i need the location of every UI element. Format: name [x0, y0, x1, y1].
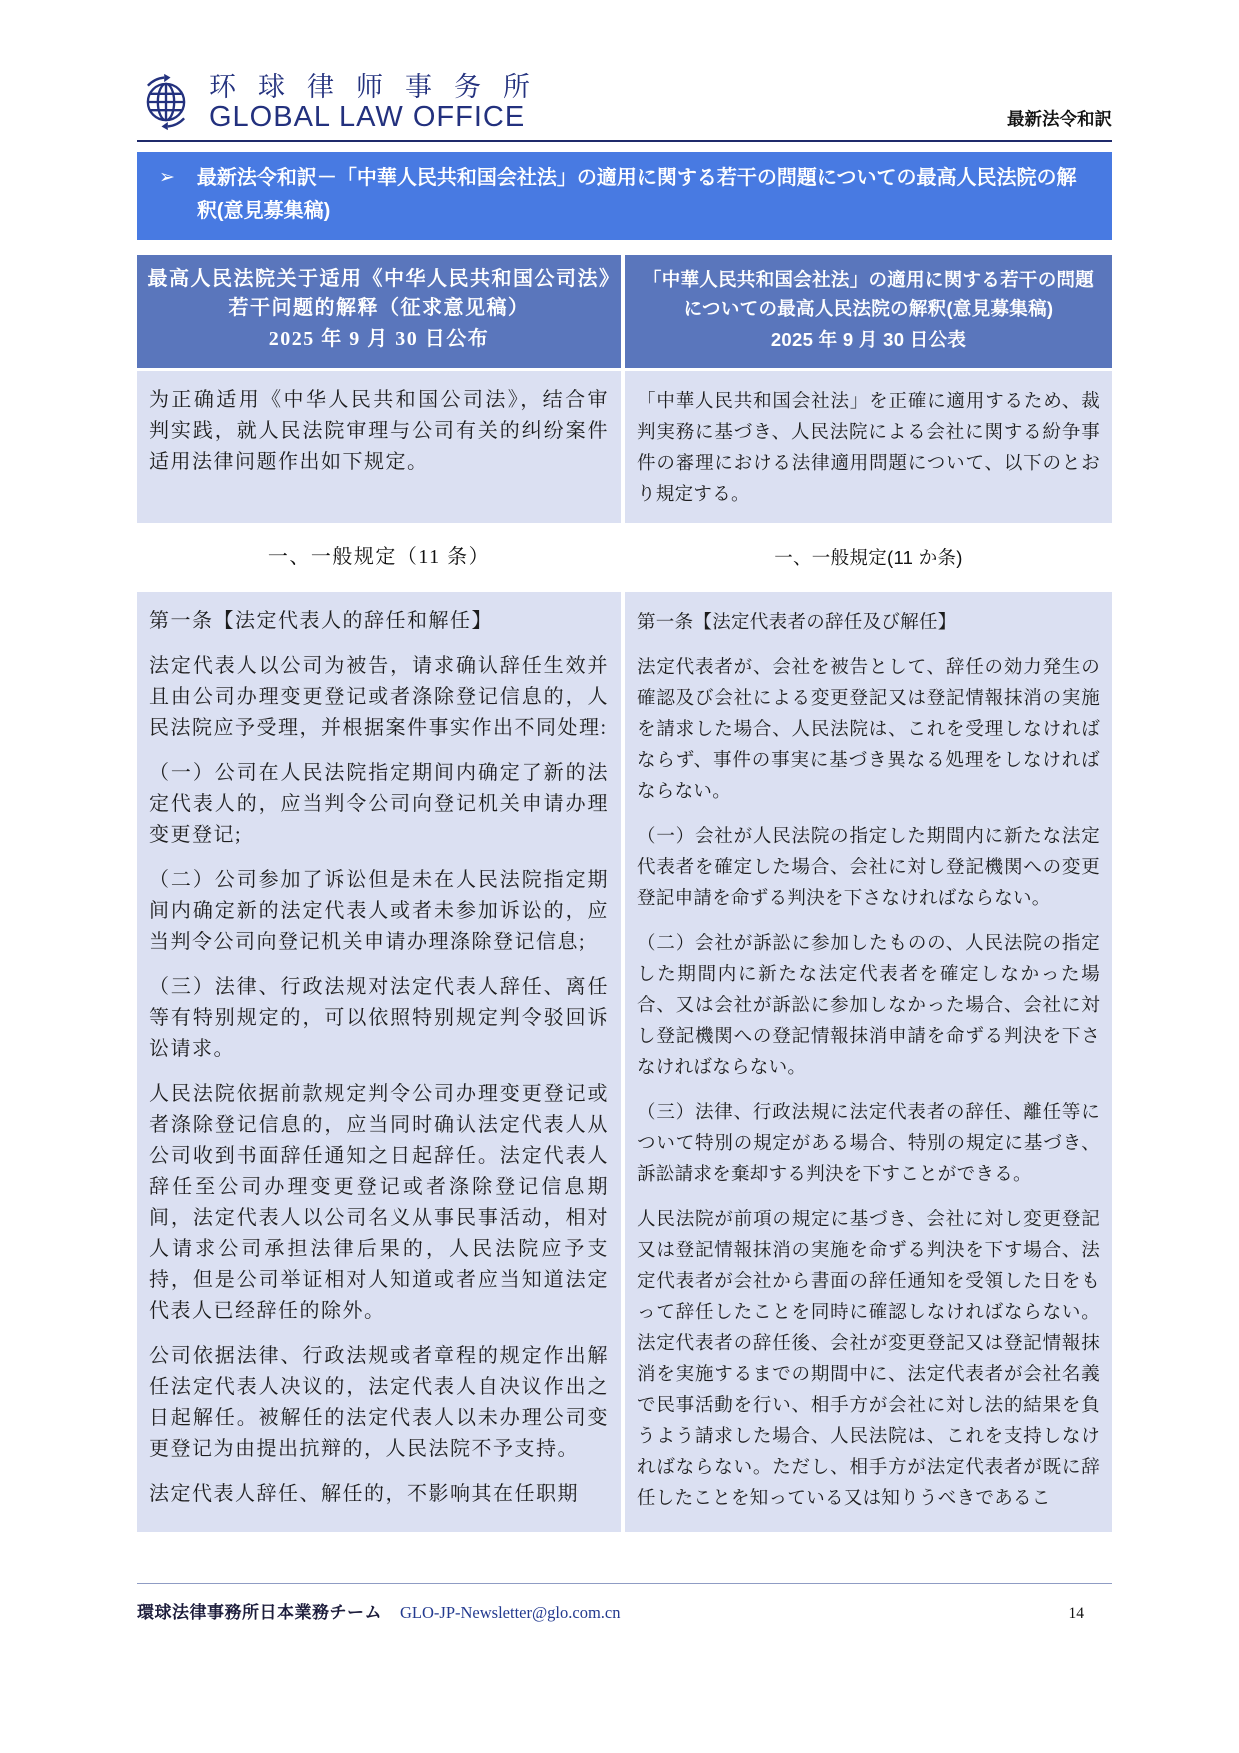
paragraph: 法定代表者が、会社を被告として、辞任の効力発生の確認及び会社による変更登記又は登記情報抹消の実施を請求した場合、人民法院は、これを受理しなければならず、事件の事実に基づき異なる処理をしなければならない。 [637, 656, 1100, 801]
header-cell-ja [625, 255, 1112, 368]
news-banner [137, 152, 1112, 240]
paragraph: 人民法院が前項の規定に基づき、会社に対し変更登記又は登記情報抹消の実施を命ずる判決を下す場合、法定代表者が会社から書面の辞任通知を受領した日をもって辞任したことを同時に確認しなければならない。法定代表者の辞任後、会社が変更登記又は登記情報抹消を実施するまでの期間中に、法定代表者が会社名義で民事活動を行い、相手方が会社に対し法的結果を負うよう請求した場合、人民法院は、これを支持しなければならない。ただし、相手方が法定代表者が既に辞任したことを知っている又は知りうべきであるこ [637, 1208, 1100, 1508]
article-cell-zh [137, 592, 621, 1532]
paragraph: （一）会社が人民法院の指定した期間内に新たな法定代表者を確定した場合、会社に対し登記機関への変更登記申請を命ずる判決を下さなければならない。 [637, 825, 1100, 908]
section-row [137, 526, 1112, 589]
section-cell-ja: 一、一般規定(11 か条) [625, 526, 1112, 589]
paragraph: 法定代表人辞任、解任的，不影响其在任职期 [149, 1483, 579, 1505]
paragraph: （二）公司参加了诉讼但是未在人民法院指定期间内确定新的法定代表人或者未参加诉讼的，应当判令公司向登记机关申请办理涤除登记信息; [149, 869, 609, 953]
translation-table [137, 255, 1112, 1532]
footer-rule [137, 1583, 1112, 1584]
page-number: 14 [1068, 1605, 1084, 1622]
intro-paragraph-zh: 为正确适用《中华人民共和国公司法》，结合审判实践，就人民法院审理与公司有关的纠纷案件适用法律问题作出如下规定。 [149, 389, 609, 473]
arrow-bullet-icon: ➢ [159, 167, 175, 188]
paragraph: 法定代表人以公司为被告，请求确认辞任生效并且由公司办理变更登记或者涤除登记信息的，人民法院应予受理，并根据案件事实作出不同处理: [149, 655, 609, 739]
article-row [137, 592, 1112, 1532]
intro-cell-zh [137, 371, 621, 523]
paragraph: （三）法律、行政法规对法定代表人辞任、离任等有特别规定的，可以依照特别规定判令驳回诉讼请求。 [149, 976, 609, 1060]
footer [137, 1598, 1112, 1623]
intro-row [137, 371, 1112, 523]
header-title-zh: 最高人民法院关于适用《中华人民共和国公司法》若干问题的解释（征求意见稿） [147, 268, 611, 319]
intro-paragraph-ja: 「中華人民共和国会社法」を正確に適用するため、裁判実務に基づき、人民法院による会社に関する紛争事件の審理における法律適用問題について、以下のとおり規定する。 [637, 390, 1100, 504]
article-cell-ja [625, 592, 1112, 1532]
header-date-ja: 2025 年 9 月 30 日公表 [770, 329, 967, 350]
globe-logo-icon [137, 73, 195, 131]
logo-text-cn: 环球律师事务所 [209, 72, 552, 102]
header-rule [137, 140, 1112, 142]
footer-email-link[interactable]: GLO-JP-Newsletter@glo.com.cn [400, 1603, 621, 1622]
intro-cell-ja [625, 371, 1112, 523]
logo-text-en: GLOBAL LAW OFFICE [209, 101, 526, 133]
header-doc-label: 最新法令和訳 [1007, 109, 1112, 129]
paragraph: （二）会社が訴訟に参加したものの、人民法院の指定した期間内に新たな法定代表者を確定しなかった場合、又は会社が訴訟に参加しなかった場合、会社に対し登記機関への登記情報抹消申請を命ずる判決を下さなければならない。 [637, 932, 1100, 1077]
paragraph: 第一条【法定代表者の辞任及び解任】 [637, 611, 957, 632]
paragraph: 公司依据法律、行政法规或者章程的规定作出解任法定代表人决议的，法定代表人自决议作出之日起解任。被解任的法定代表人以未办理公司变更登记为由提出抗辩的，人民法院不予支持。 [149, 1345, 609, 1460]
paragraph: 第一条【法定代表人的辞任和解任】 [149, 610, 493, 632]
footer-team-label: 環球法律事務所日本業務チーム [137, 1603, 382, 1622]
table-header-row [137, 255, 1112, 368]
paragraph: （三）法律、行政法規に法定代表者の辞任、離任等について特別の規定がある場合、特別の規定に基づき、訴訟請求を棄却する判決を下すことができる。 [637, 1101, 1100, 1184]
paragraph: 人民法院依据前款规定判令公司办理变更登记或者涤除登记信息的，应当同时确认法定代表人从公司收到书面辞任通知之日起辞任。法定代表人辞任至公司办理变更登记或者涤除登记信息期间，法定代表人以公司名义从事民事活动，相对人请求公司承担法律后果的，人民法院应予支持，但是公司举证相对人知道或者应当知道法定代表人已经辞任的除外。 [149, 1083, 609, 1322]
header-cell-zh [137, 255, 621, 368]
banner-title: 最新法令和訳－「中華人民共和国会社法」の適用に関する若干の問題についての最高人民法院の解釈(意見募集稿) [196, 167, 1077, 222]
glo-logo [137, 72, 552, 132]
header-date-zh: 2025 年 9 月 30 日公布 [268, 328, 490, 350]
header-title-ja: 「中華人民共和国会社法」の適用に関する若干の問題についての最高人民法院の解釈(意見募集稿) [642, 269, 1095, 319]
section-cell-zh: 一、一般规定（11 条） [137, 526, 621, 589]
paragraph: （一）公司在人民法院指定期间内确定了新的法定代表人的，应当判令公司向登记机关申请办理变更登记; [149, 762, 609, 846]
